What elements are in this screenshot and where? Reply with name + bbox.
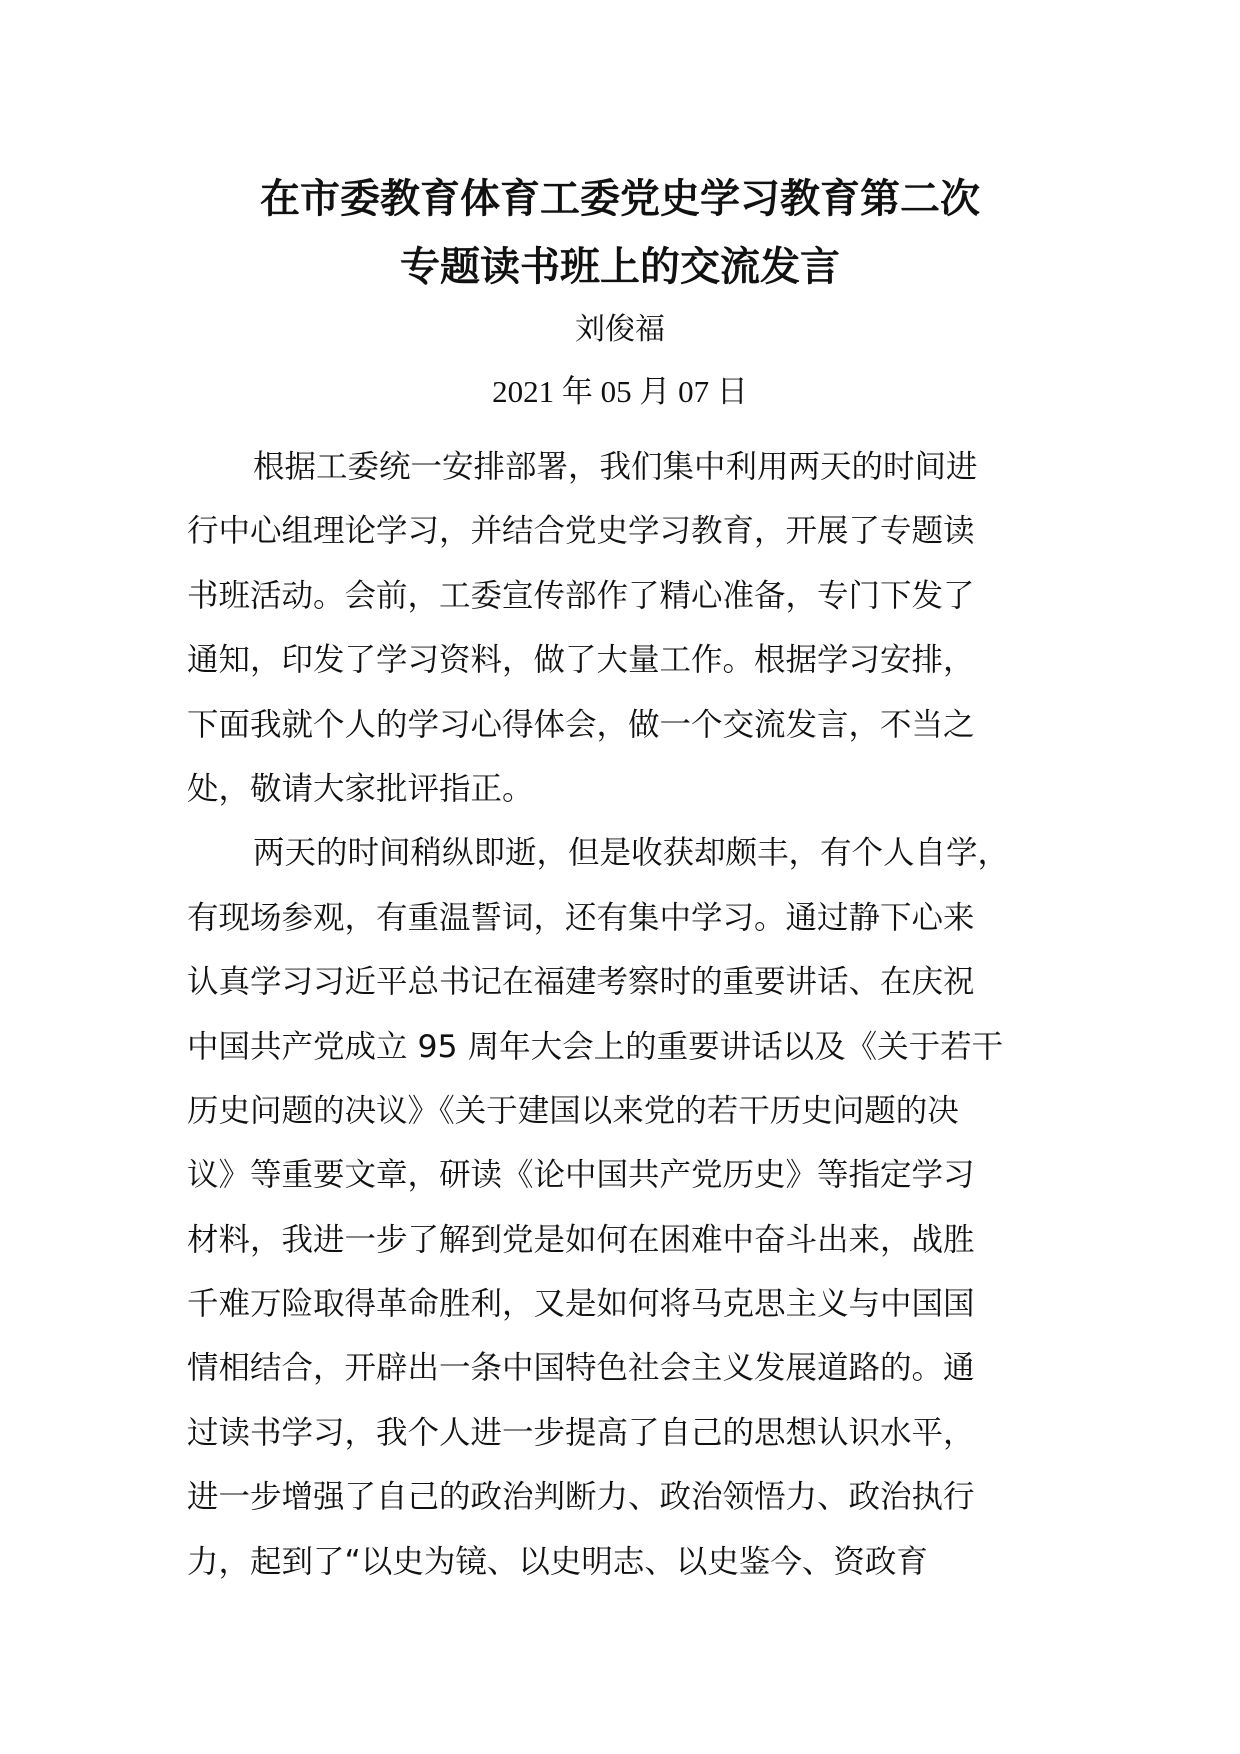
text-line: 处，敬请大家批评指正。 <box>187 770 534 807</box>
document-body <box>187 435 1077 1594</box>
text-line: 力，起到了“以史为镜、以史明志、以史鉴今、资政育 <box>187 1543 928 1580</box>
paragraph-1 <box>187 435 1077 821</box>
text-line: 议》等重要文章，研读《论中国共产党历史》等指定学习 <box>187 1157 975 1194</box>
text-line: 两天的时间稍纵即逝，但是收获却颇丰，有个人自学， <box>253 835 1010 872</box>
author-name: 刘俊福 <box>575 312 665 347</box>
text-line: 材料，我进一步了解到党是如何在困难中奋斗出来，战胜 <box>187 1221 975 1258</box>
paragraph-2 <box>187 821 1077 1594</box>
text-line: 下面我就个人的学习心得体会，做一个交流发言，不当之 <box>187 706 975 743</box>
text-line: 根据工委统一安排部署，我们集中利用两天的时间进 <box>253 449 978 485</box>
document-title-line-1: 在市委教育体育工委党史学习教育第二次 <box>260 176 980 222</box>
document-title-line-2: 专题读书班上的交流发言 <box>400 244 840 290</box>
text-line: 书班活动。会前，工委宣传部作了精心准备，专门下发了 <box>187 577 975 614</box>
text-line: 情相结合，开辟出一条中国特色社会主义发展道路的。通 <box>187 1350 975 1387</box>
text-line: 进一步增强了自己的政治判断力、政治领悟力、政治执行 <box>187 1479 975 1516</box>
text-line: 过读书学习，我个人进一步提高了自己的思想认识水平， <box>187 1414 975 1451</box>
text-line: 历史问题的决议》《关于建国以来党的若干历史问题的决 <box>187 1092 959 1129</box>
document-date: 2021 年 05 月 07 日 <box>492 374 748 409</box>
text-line: 有现场参观，有重温誓词，还有集中学习。通过静下心来 <box>187 899 975 936</box>
text-line: 通知，印发了学习资料，做了大量工作。根据学习安排， <box>187 642 975 679</box>
text-line: 中国共产党成立 95 周年大会上的重要讲话以及《关于若干 <box>187 1028 1004 1065</box>
text-line: 行中心组理论学习，并结合党史学习教育，开展了专题读 <box>187 513 975 550</box>
text-line: 认真学习习近平总书记在福建考察时的重要讲话、在庆祝 <box>187 964 975 1001</box>
text-line: 千难万险取得革命胜利，又是如何将马克思主义与中国国 <box>187 1286 975 1323</box>
